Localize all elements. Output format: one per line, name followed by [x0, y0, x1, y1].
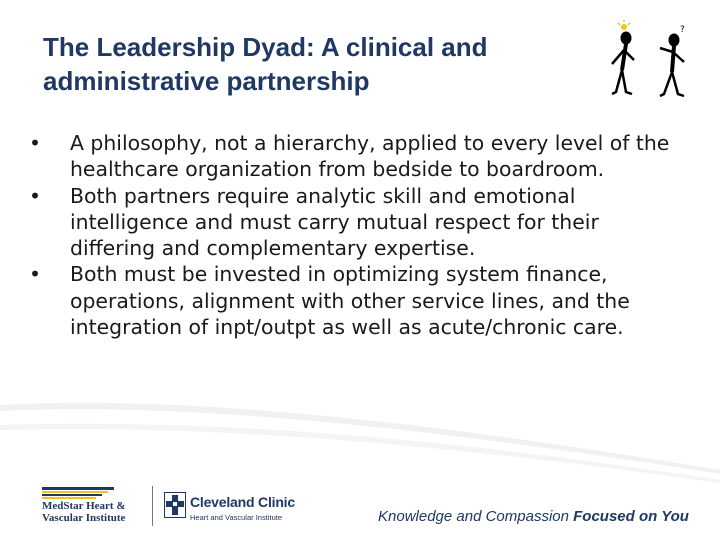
- cleveland-clinic-subtitle: Heart and Vascular Institute: [190, 513, 282, 522]
- cleveland-clinic-name: Cleveland Clinic: [190, 494, 295, 510]
- slide-title: The Leadership Dyad: A clinical and administrative partnership: [43, 32, 488, 96]
- bullet-list: [26, 130, 686, 340]
- medstar-line-2: Vascular Institute: [42, 512, 126, 524]
- tagline-bold-part: Focused on You: [573, 508, 689, 525]
- cleveland-clinic-cross-icon: [164, 492, 186, 518]
- bullet-item: • Both partners require analytic skill and emotional intelligence and must carry mutual respect for their differing and complementary expertise.: [26, 183, 686, 262]
- bullet-item: • Both must be invested in optimizing system finance, operations, alignment with other service lines, and the integration of inpt/outpt as well as acute/chronic care.: [26, 261, 686, 340]
- stick-figures-icon: [604, 20, 704, 105]
- logo-divider: [152, 486, 153, 526]
- svg-text:?: ?: [680, 25, 685, 35]
- medstar-wordmark: [42, 500, 126, 524]
- tagline-light-part: Knowledge and Compassion: [378, 508, 574, 525]
- footer-tagline: [378, 508, 689, 525]
- medstar-line-1: MedStar Heart &: [42, 500, 126, 512]
- bullet-item: • A philosophy, not a hierarchy, applied to every level of the healthcare organization from bedside to boardroom.: [26, 130, 686, 183]
